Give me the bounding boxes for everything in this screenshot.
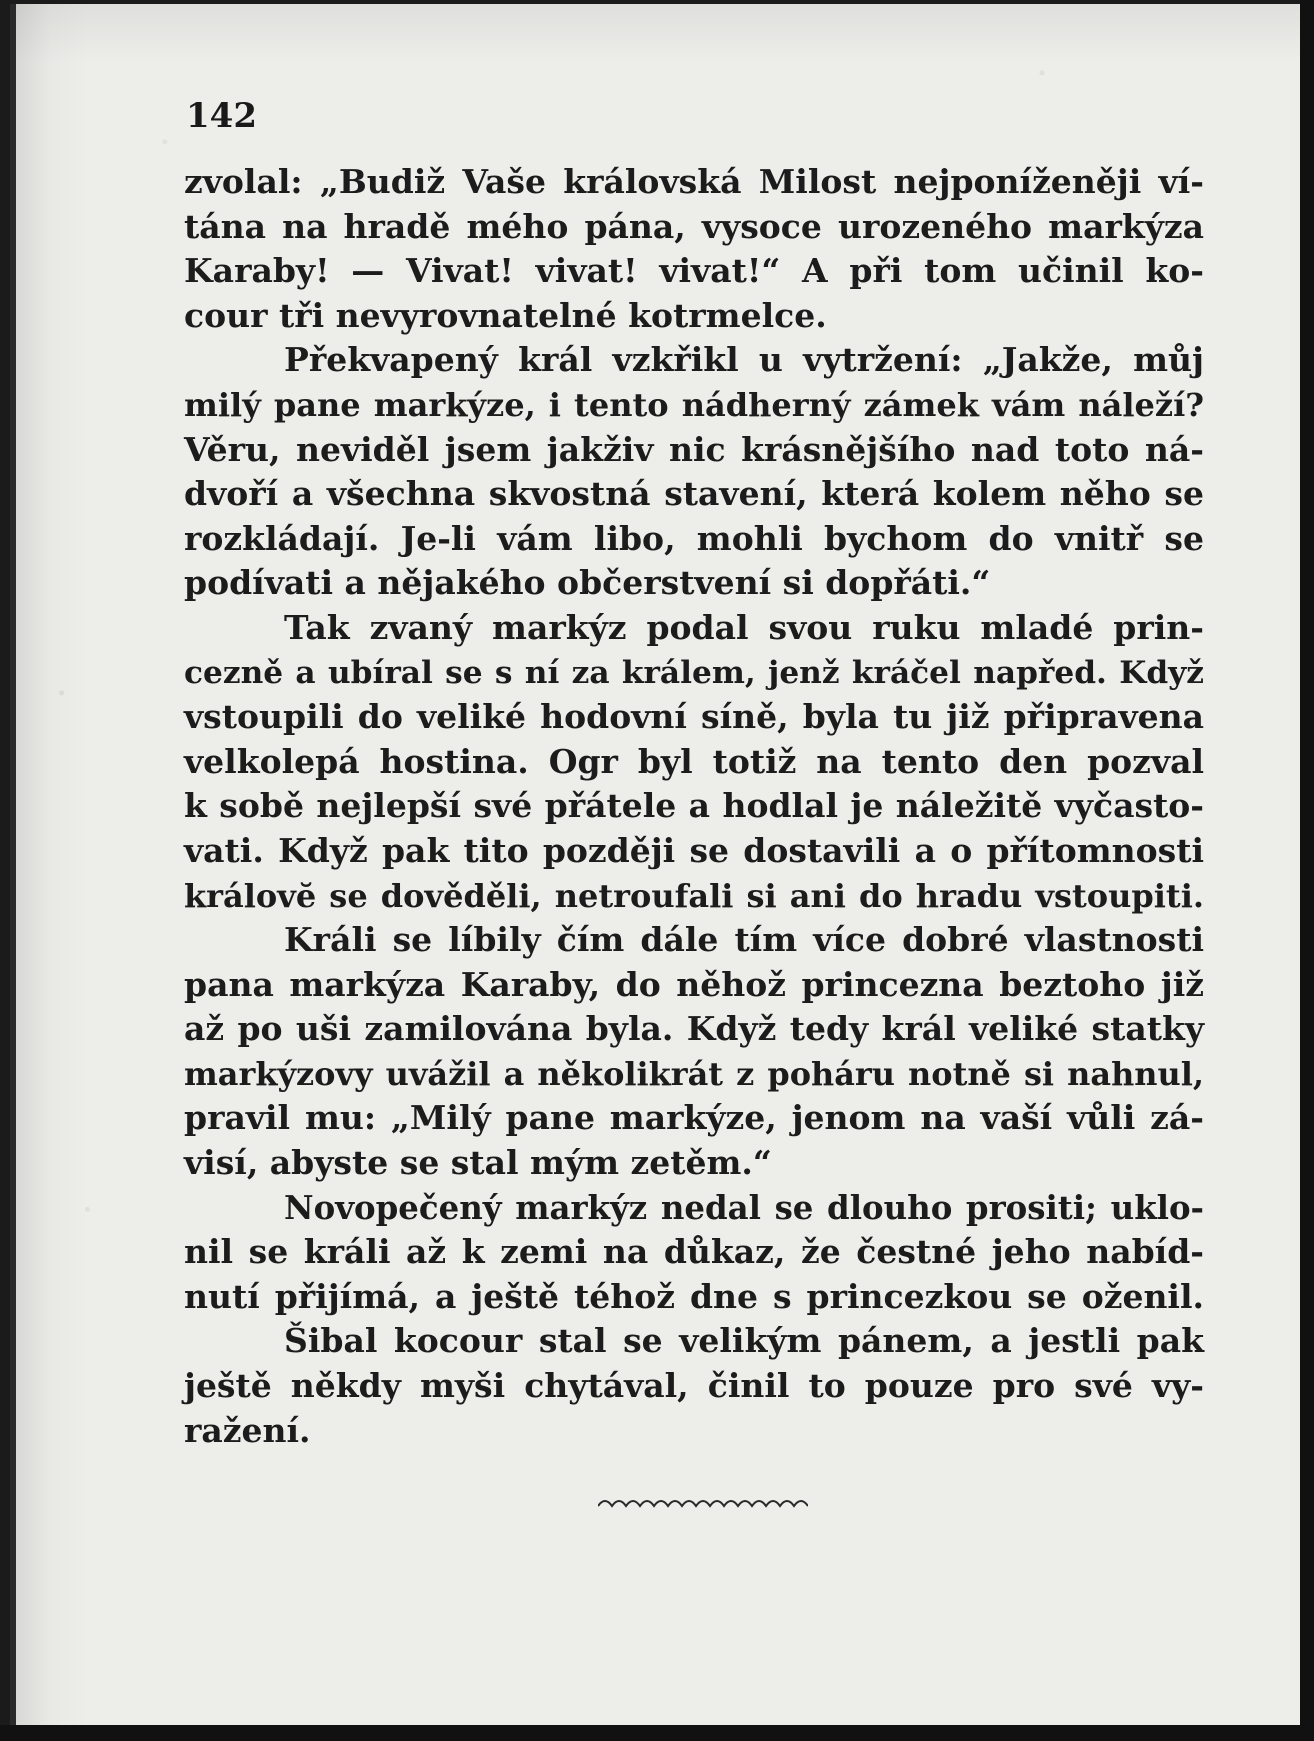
page-number: 142 — [186, 96, 257, 136]
scan-bottom-border — [0, 1725, 1314, 1741]
text-line: velkolepá hostina. Ogr byl totiž na tento den pozval — [184, 741, 1204, 781]
text-line: nutí přijímá, a ještě téhož dne s princezkou se oženil. — [184, 1276, 1204, 1316]
text-line: milý pane markýze, i tento nádherný zámek vám náleží? — [184, 385, 1204, 424]
text-line: pana markýza Karaby, do něhož princezna beztoho již — [184, 964, 1204, 1004]
text-line: cezně a ubíral se s ní za králem, jenž kráčel napřed. Když — [184, 654, 1204, 691]
text-line: k sobě nejlepší své přátele a hodlal je náležitě vyčasto- — [184, 786, 1204, 826]
text-line: visí, abyste se stal mým zetěm.“ — [184, 1143, 772, 1183]
text-line: Tak zvaný markýz podal svou ruku mladé prin- — [284, 607, 1204, 647]
text-line: až po uši zamilována byla. Když tedy král veliké statky — [184, 1009, 1204, 1049]
text-line: Novopečený markýz nedal se dlouho prositi; uklo- — [284, 1188, 1204, 1227]
text-line: královĕ se dověděli, netroufali si ani do hradu vstoupiti. — [184, 876, 1204, 915]
text-line: nil se králi až k zemi na důkaz, že čestné jeho nabíd- — [184, 1232, 1204, 1272]
text-line: dvoří a všechna skvostná stavení, která kolem něho se — [184, 474, 1204, 514]
text-line: Překvapený král vzkřikl u vytržení: „Jakže, můj — [284, 340, 1204, 380]
text-line: vstoupili do veliké hodovní síně, byla tu již připravena — [184, 697, 1204, 737]
text-line: ražení. — [184, 1410, 311, 1450]
text-line: rozkládají. Je-li vám libo, mohli bychom do vnitř se — [184, 518, 1204, 558]
text-line: pravil mu: „Milý pane markýze, jenom na vaší vůli zá- — [184, 1098, 1204, 1138]
scan-right-border — [1300, 0, 1314, 1741]
body-text — [184, 160, 1204, 1453]
text-line: podívati a nějakého občerstvení si dopřáti.“ — [184, 563, 991, 603]
text-line: vati. Když pak tito později se dostavili a o přítomnosti — [184, 830, 1204, 870]
text-line: cour tři nevyrovnatelné kotrmelce. — [184, 295, 827, 335]
text-line: Šibal kocour stal se velikým pánem, a jestli pak — [284, 1321, 1204, 1361]
text-line: Karaby! — Vivat! vivat! vivat!“ A při tom učinil ko- — [184, 251, 1204, 291]
text-line: markýzovy uvážil a několikrát z poháru notně si nahnul, — [184, 1054, 1204, 1093]
page-left-edge — [10, 4, 16, 1726]
text-line: zvolal: „Budiž Vaše královská Milost nejponíženěji ví- — [184, 162, 1204, 201]
text-line: tána na hradě mého pána, vysoce urozeného markýza — [184, 206, 1204, 246]
text-line: Věru, neviděl jsem jakživ nic krásnějšího nad toto ná- — [184, 429, 1204, 469]
text-line: Králi se líbily čím dále tím více dobré vlastnosti — [284, 920, 1204, 960]
text-line: ještě někdy myši chytával, činil to pouze pro své vy- — [184, 1366, 1204, 1406]
tail-ornament — [598, 1492, 808, 1512]
